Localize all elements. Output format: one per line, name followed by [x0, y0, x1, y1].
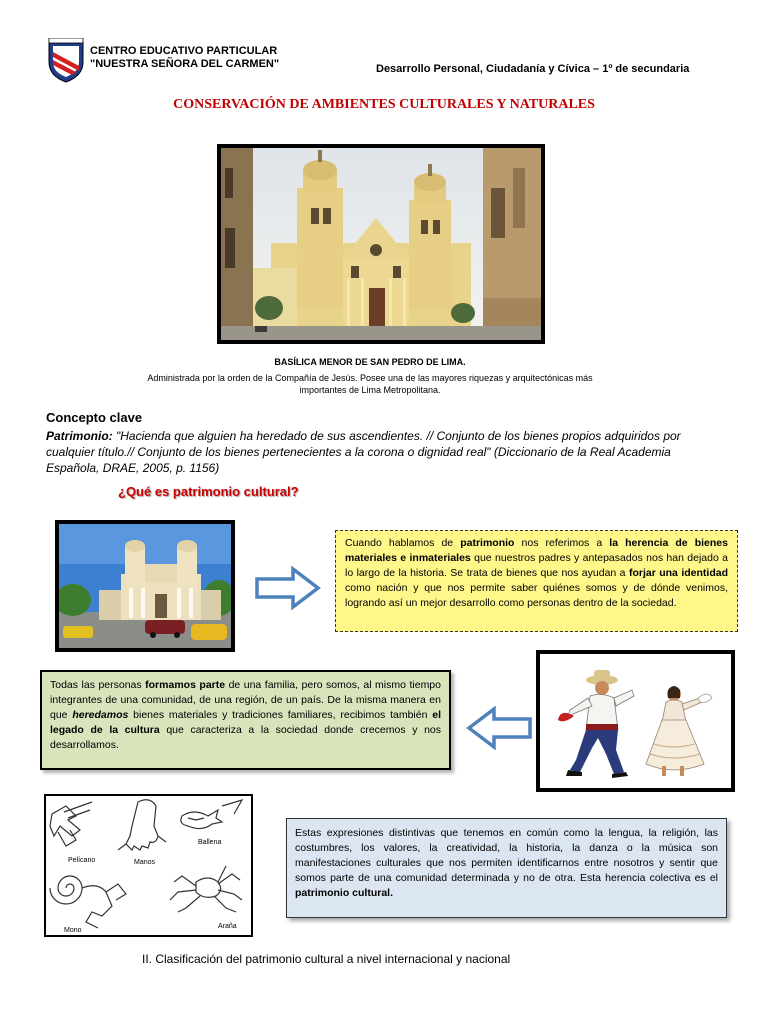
box2-text-4: que caracteriza a la sociedad donde crecemos y nos desarrollamos.: [50, 724, 442, 751]
box2-text-3: bienes materiales y tradiciones familiares, recibimos también: [128, 709, 433, 721]
box1-text-4: como nación y que nos permite saber quiénes somos y de dónde venimos, logrando así un mejor desarrollo como personas dentro de la sociedad.: [345, 582, 728, 609]
concept-definition-text: "Hacienda que alguien ha heredado de sus ascendientes. // Conjunto de los bienes propios adquiridos por cualquier título.// Conjunto de los bienes pertenecientes a la corona o dignidad real" (Diccionario de la Real Academia Española, DRAE, 2005, p. 1156): [46, 429, 681, 475]
nazca-lines-figure: [44, 794, 253, 937]
box2-text-2: de una familia, pero somos, al mismo tiempo integrantes de una comunidad, de una región, de un país. De la misma manera en que: [50, 679, 441, 721]
box3-bold-1: patrimonio cultural.: [295, 887, 394, 899]
school-crest-logo: [46, 38, 86, 84]
nazca-label-mono: Mono: [64, 927, 82, 934]
page-title: CONSERVACIÓN DE AMBIENTES CULTURALES Y NATURALES: [173, 97, 595, 112]
dancers-illustration: [536, 650, 735, 792]
cathedral-photo: [55, 520, 235, 652]
school-name-line2: "NUESTRA SEÑORA DEL CARMEN": [90, 58, 280, 70]
nazca-label-pelicano: Pelícano: [68, 857, 96, 864]
nazca-label-ballena: Ballena: [198, 839, 222, 846]
box1-bold-2: la herencia de bienes materiales e inmateriales: [345, 537, 728, 564]
section-question: ¿Qué es patrimonio cultural?: [118, 484, 299, 499]
box2-bold-1: formamos parte: [145, 679, 226, 691]
box3-text-1: Estas expresiones distintivas que tenemos en común como la lengua, la religión, las costumbres, los valores, la creatividad, la historia, la danza o la música son manifestaciones culturales que nos permiten identificarnos entre nosotros y sentir que somos parte de una comunidad determinada y no de otra. Esta herencia colectiva es el: [295, 827, 718, 884]
arrow-left-icon: [466, 706, 532, 755]
concept-definition: [46, 428, 726, 476]
basilica-photo: [217, 144, 545, 344]
nazca-label-arana: Araña: [218, 923, 237, 930]
photo-caption-description: Administrada por la orden de la Compañía de Jesús. Posee una de las mayores riquezas y arquitectónicas más importantes de Lima Metropolitana.: [147, 373, 593, 395]
box2-text-1: Todas las personas: [50, 679, 146, 691]
box2-bold-2: heredamos: [72, 709, 129, 721]
box2-bold-3: el legado de la cultura: [50, 709, 442, 736]
school-name: [90, 45, 279, 71]
patrimonio-cultural-box: [286, 818, 727, 918]
box1-text-1: Cuando hablamos de: [345, 537, 461, 549]
course-subject: Desarrollo Personal, Ciudadanía y Cívica – 1º de secundaria: [376, 63, 690, 75]
section-2-heading: II. Clasificación del patrimonio cultural a nivel internacional y nacional: [142, 952, 511, 966]
box1-bold-3: forjar una identidad: [628, 567, 728, 579]
legado-cultura-box: [40, 670, 451, 770]
patrimonio-definition-box: [335, 530, 738, 632]
concept-term: Patrimonio:: [46, 429, 113, 443]
box1-text-3: que nuestros padres y antepasados nos han dejado a lo largo de la historia. Se trata de bienes que nos ayudan a: [345, 552, 728, 579]
concept-heading: Concepto clave: [46, 410, 143, 425]
school-name-line1: CENTRO EDUCATIVO PARTICULAR: [90, 45, 278, 57]
box1-bold-1: patrimonio: [460, 537, 515, 549]
nazca-label-manos: Manos: [134, 859, 156, 866]
arrow-right-icon: [255, 566, 321, 615]
photo-caption-title: BASÍLICA MENOR DE SAN PEDRO DE LIMA.: [274, 357, 466, 367]
box1-text-2: nos referimos a: [514, 537, 610, 549]
